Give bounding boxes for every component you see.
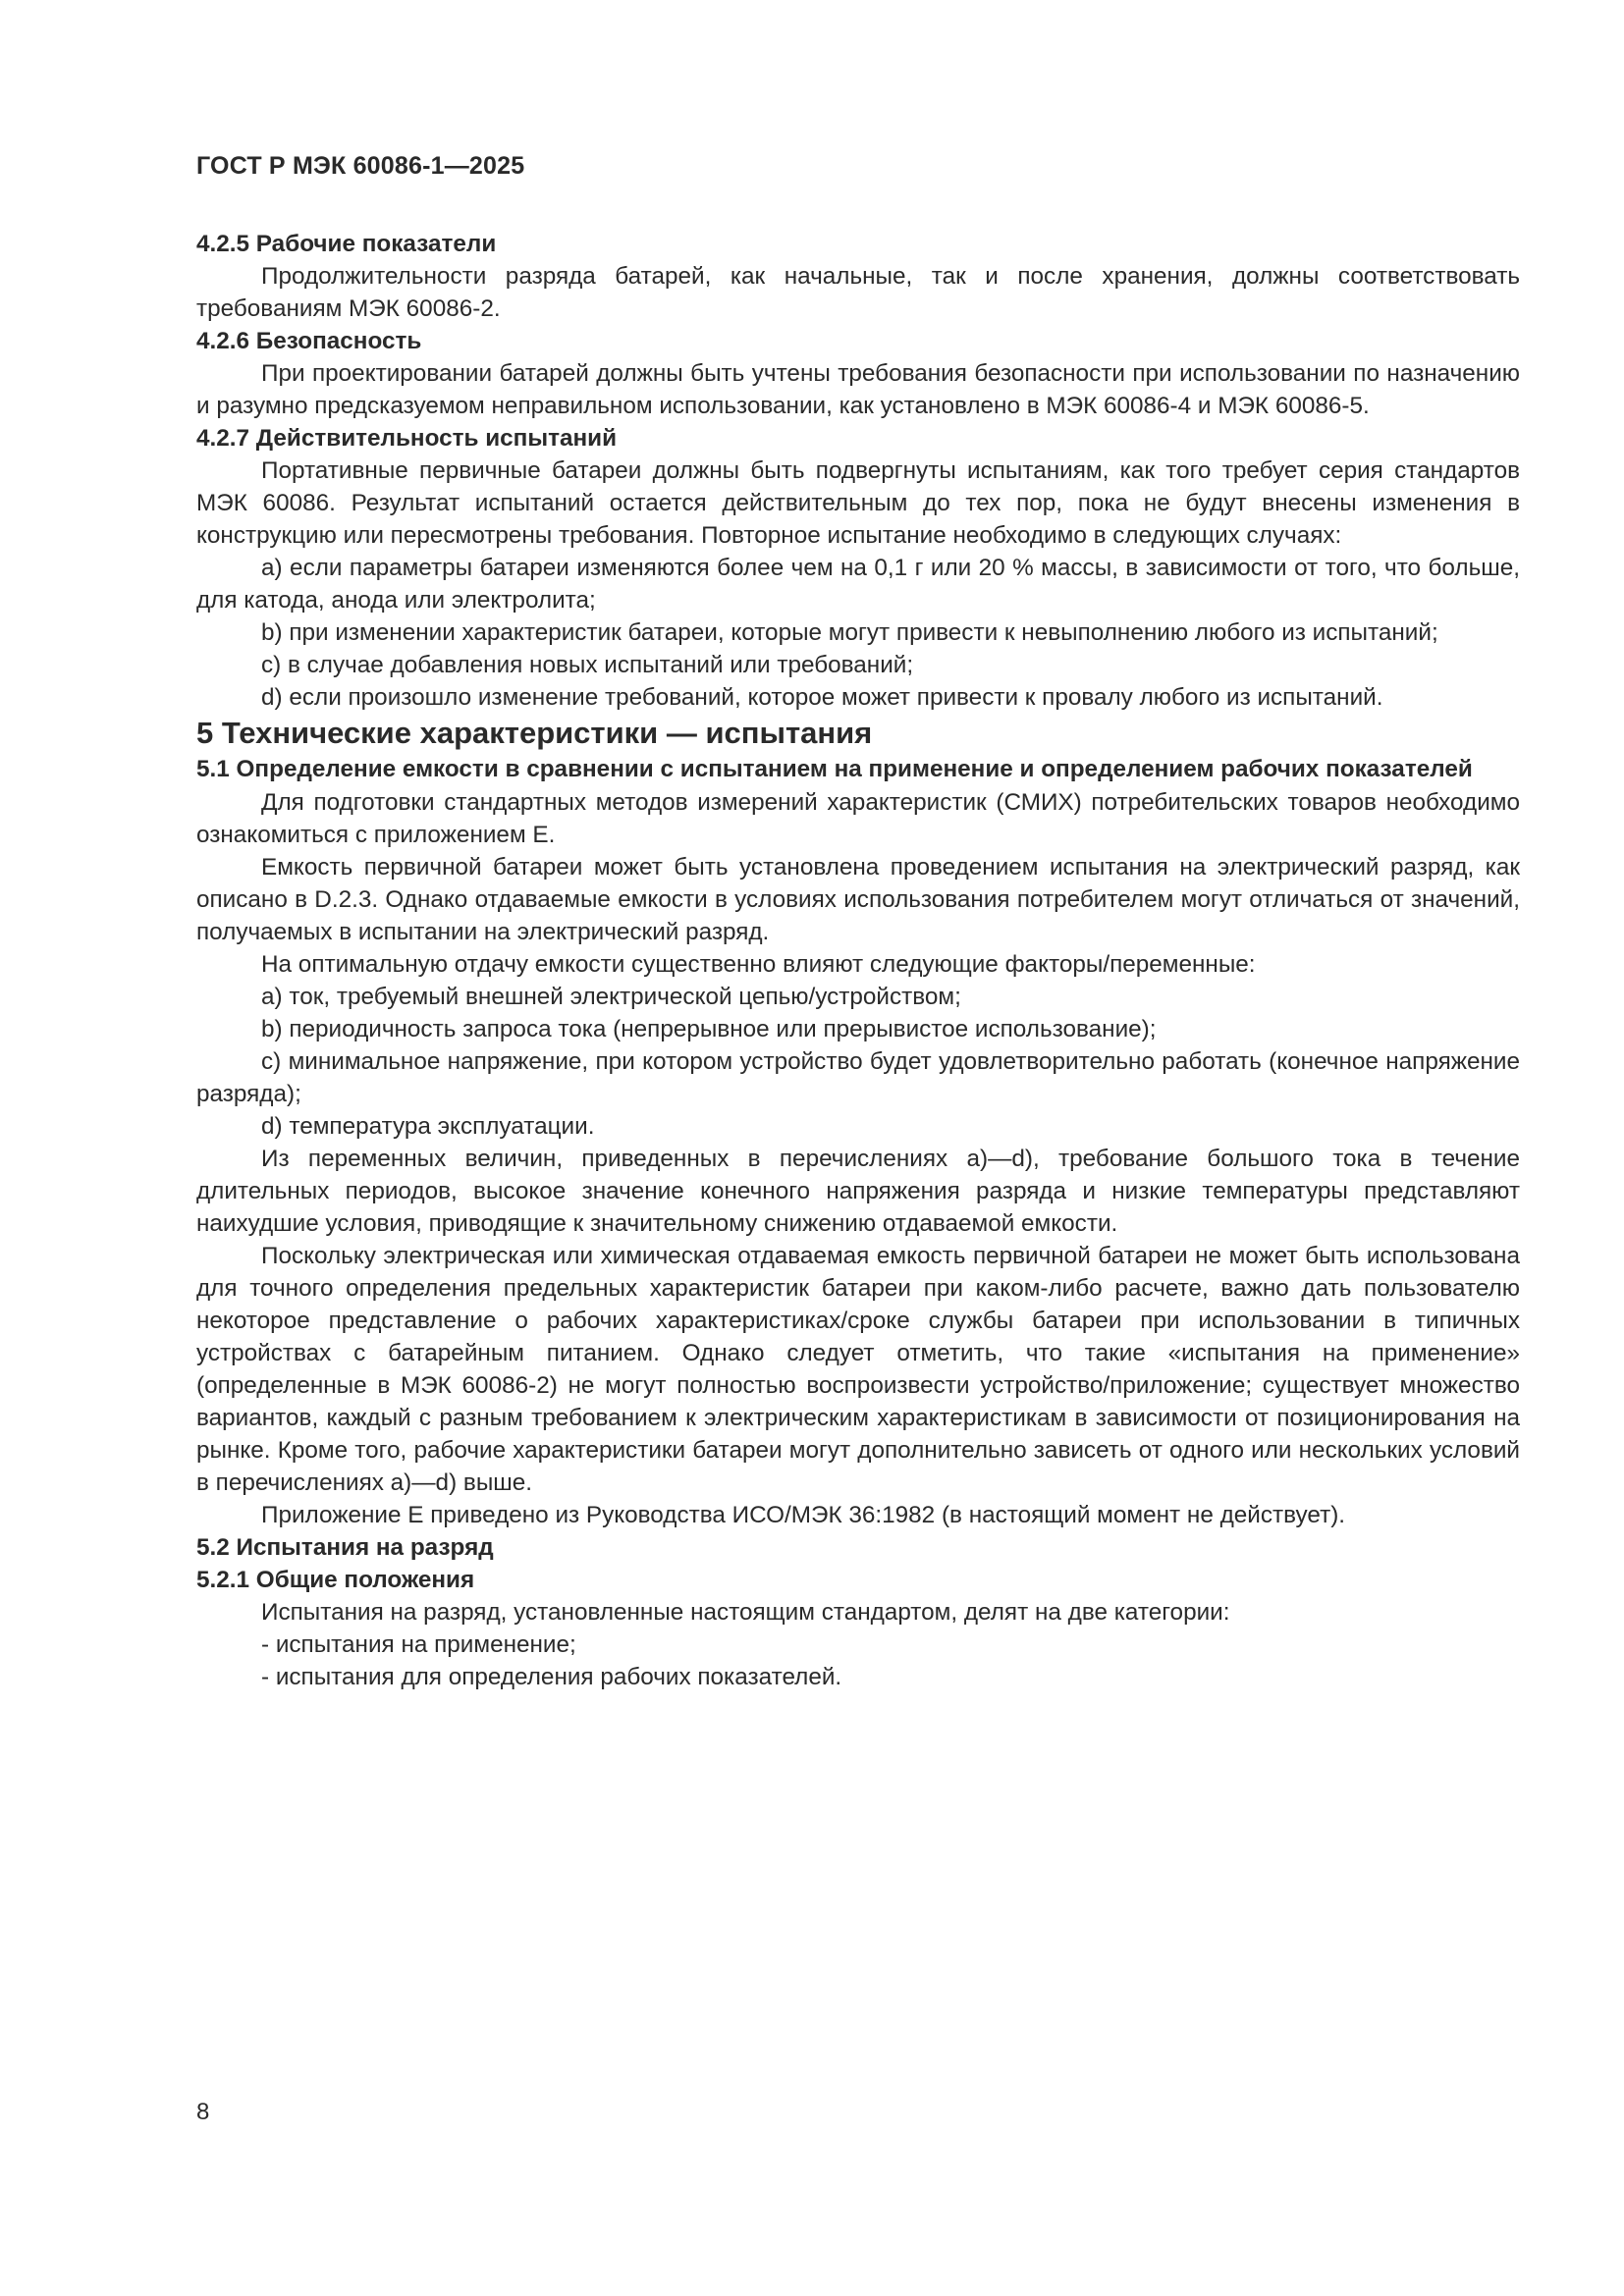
section-heading-5: 5 Технические характеристики — испытания xyxy=(196,716,873,750)
paragraph: Емкость первичной батареи может быть установлена проведением испытания на электрический разряд, как описано в D.2.3. Однако отдаваемые емкости в условиях использования потребителем могут отличаться от значений, получаемых в испытании на электрический разряд. xyxy=(196,854,1520,945)
list-item: c) минимальное напряжение, при котором устройство будет удовлетворительно работать (конечное напряжение разряда); xyxy=(196,1048,1520,1107)
heading-5-1: 5.1 Определение емкости в сравнении с испытанием на применение и определением рабочих показателей xyxy=(196,756,1473,782)
paragraph: Приложение Е приведено из Руководства ИСО/МЭК 36:1982 (в настоящий момент не действует). xyxy=(261,1502,1346,1528)
heading-5-2: 5.2 Испытания на разряд xyxy=(196,1534,494,1561)
paragraph: Продолжительности разряда батарей, как начальные, так и после хранения, должны соответствовать требованиям МЭК 60086-2. xyxy=(196,263,1520,322)
heading-4-2-7: 4.2.7 Действительность испытаний xyxy=(196,425,618,452)
paragraph: Из переменных величин, приведенных в перечислениях a)—d), требование большого тока в течение длительных периодов, высокое значение конечного напряжения разряда и низкие температуры представляют наихудшие условия, приводящие к значительному снижению отдаваемой емкости. xyxy=(196,1146,1520,1237)
document-body xyxy=(196,228,1520,1693)
list-item: a) ток, требуемый внешней электрической цепью/устройством; xyxy=(261,984,961,1010)
document-header: ГОСТ Р МЭК 60086-1—2025 xyxy=(196,152,525,180)
paragraph: Испытания на разряд, установленные настоящим стандартом, делят на две категории: xyxy=(261,1599,1230,1626)
heading-4-2-5: 4.2.5 Рабочие показатели xyxy=(196,231,497,257)
list-item: - испытания для определения рабочих показателей. xyxy=(261,1664,842,1690)
paragraph: Портативные первичные батареи должны быть подвергнуты испытаниям, как того требует серия стандартов МЭК 60086. Результат испытаний остается действительным до тех пор, пока не будут внесены изменения в конструкцию или пересмотрены требования. Повторное испытание необходимо в следующих случаях: xyxy=(196,457,1520,549)
paragraph: Для подготовки стандартных методов измерений характеристик (СМИХ) потребительских товаров необходимо ознакомиться с приложением Е. xyxy=(196,789,1520,848)
list-item: b) при изменении характеристик батареи, которые могут привести к невыполнению любого из испытаний; xyxy=(261,619,1438,646)
list-item: d) температура эксплуатации. xyxy=(261,1113,595,1140)
list-item: - испытания на применение; xyxy=(261,1631,576,1658)
paragraph: При проектировании батарей должны быть учтены требования безопасности при использовании по назначению и разумно предсказуемом неправильном использовании, как установлено в МЭК 60086-4 и МЭК 60086-5. xyxy=(196,360,1520,419)
list-item: a) если параметры батареи изменяются более чем на 0,1 г или 20 % массы, в зависимости от того, что больше, для катода, анода или электролита; xyxy=(196,555,1520,614)
list-item: d) если произошло изменение требований, которое может привести к провалу любого из испытаний. xyxy=(261,684,1383,711)
heading-4-2-6: 4.2.6 Безопасность xyxy=(196,328,422,354)
paragraph: Поскольку электрическая или химическая отдаваемая емкость первичной батареи не может быть использована для точного определения предельных характеристик батареи при каком-либо расчете, важно дать пользователю некоторое представление о рабочих характеристиках/сроке службы батареи при использовании в типичных устройствах с батарейным питанием. Однако следует отметить, что такие «испытания на применение» (определенные в МЭК 60086-2) не могут полностью воспроизвести устройство/приложение; существует множество вариантов, каждый с разным требованием к электрическим характеристикам в зависимости от позиционирования на рынке. Кроме того, рабочие характеристики батареи могут дополнительно зависеть от одного или нескольких условий в перечислениях a)—d) выше. xyxy=(196,1243,1520,1496)
list-item: c) в случае добавления новых испытаний или требований; xyxy=(261,652,914,678)
paragraph: На оптимальную отдачу емкости существенно влияют следующие факторы/переменные: xyxy=(261,951,1256,978)
page-number: 8 xyxy=(196,2099,210,2125)
heading-5-2-1: 5.2.1 Общие положения xyxy=(196,1567,475,1593)
list-item: b) периодичность запроса тока (непрерывное или прерывистое использование); xyxy=(261,1016,1157,1042)
